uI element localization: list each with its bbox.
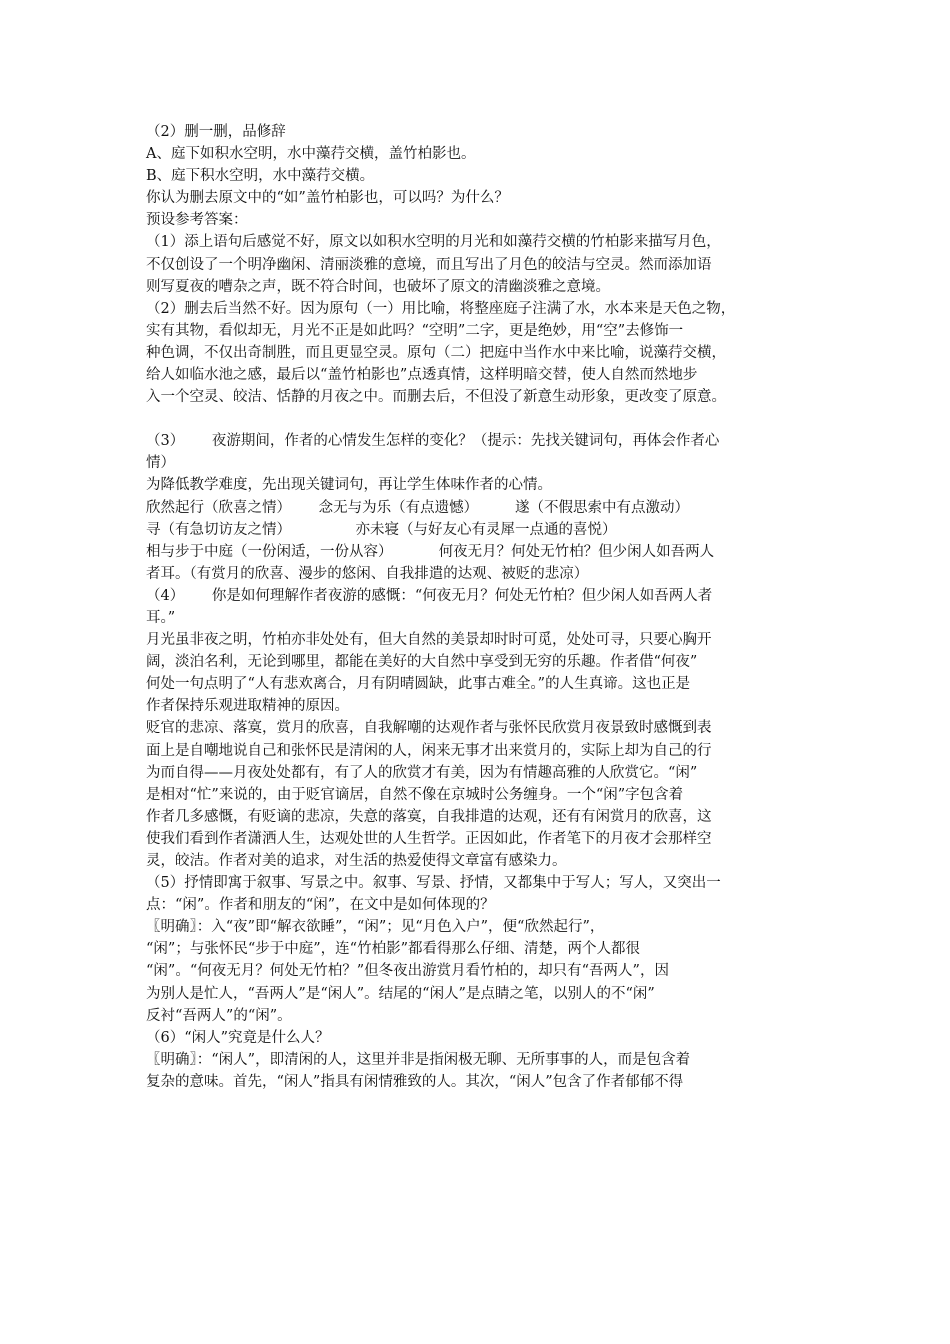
text-line: （2）删去后当然不好。因为原句（一）用比喻，将整座庭子注满了水，水本来是天色之物， [146,300,736,317]
text-line: 使我们看到作者潇洒人生，达观处世的人生哲学。正因如此，作者笔下的月夜才会那样空 [146,830,712,847]
text-line: 欣然起行（欣喜之情） 念无与为乐（有点遗憾） 遂（不假思索中有点激动） [146,499,690,516]
text-line: 何处一句点明了“人有悲欢离合，月有阴晴圆缺，此事古难全。”的人生真谛。这也正是 [146,676,691,693]
text-line: 耳。” [146,609,176,626]
text-line: 相与步于中庭（一份闲适，一份从容） 何夜无月？何处无竹柏？但少闲人如吾两人 [146,543,715,560]
text-line: （5）抒情即寓于叙事、写景之中。叙事、写景、抒情，又都集中于写人；写人，又突出一 [146,875,721,892]
text-line: 点：“闲”。作者和朋友的“闲”，在文中是如何体现的？ [146,897,495,914]
text-line: 你认为删去原文中的“如”盖竹柏影也，可以吗？为什么？ [146,190,509,207]
document-page [146,121,816,1093]
text-line: 者耳。（有赏月的欣喜、漫步的悠闲、自我排遣的达观、被贬的悲凉） [146,565,589,582]
text-line: “闲”。“何夜无月？何处无竹柏？”但冬夜出游赏月看竹柏的，却只有“吾两人”，因 [146,963,669,980]
text-line: 入一个空灵、皎洁、恬静的月夜之中。而删去后，不但没了新意生动形象，更改变了原意。 [146,389,726,406]
text-line: （1）添上语句后感觉不好，原文以如积水空明的月光和如藻荇交横的竹柏影来描写月色， [146,234,721,251]
text-line: 不仅创设了一个明净幽闲、清丽淡雅的意境，而且写出了月色的皎洁与空灵。然而添加语 [146,256,712,273]
text-line: 〖明确〗：入“夜”即“解衣欲睡”，“闲”；见“月色入户”，便“欣然起行”， [146,919,605,936]
text-line: 灵，皎洁。作者对美的追求，对生活的热爱使得文章富有感染力。 [146,853,567,869]
text-line: 〖明确〗：“闲人”，即清闲的人，这里并非是指闲极无聊、无所事事的人，而是包含着 [146,1051,691,1068]
text-line: “闲”；与张怀民“步于中庭”，连“竹柏影”都看得那么仔细、清楚，两个人都很 [146,941,640,958]
text-line: 月光虽非夜之明，竹柏亦非处处有，但大自然的美景却时时可觅，处处可寻，只要心胸开 [146,632,712,649]
text-line: 复杂的意味。首先，“闲人”指具有闲情雅致的人。其次，“闲人”包含了作者郁郁不得 [146,1073,684,1090]
text-line: （4） 你是如何理解作者夜游的感慨：“何夜无月？何处无竹柏？但少闲人如吾两人者 [146,587,713,604]
blank-line [146,408,816,430]
text-line: （6）“闲人”究竟是什么人？ [146,1029,330,1046]
text-line: 则写夏夜的嘈杂之声，既不符合时间，也破坏了原文的清幽淡雅之意境。 [146,278,610,295]
text-line: 寻（有急切访友之情） 亦未寝（与好友心有灵犀一点通的喜悦） [146,521,617,538]
text-line: （3） 夜游期间，作者的心情发生怎样的变化？（提示：先找关键词句，再体会作者心 [146,433,720,450]
text-line: 为而自得——月夜处处都有，有了人的欣赏才有美，因为有情趣高雅的人欣赏它。“闲” [146,764,698,781]
text-line: 是相对“忙”来说的，由于贬官谪居，自然不像在京城时公务缠身。一个“闲”字包含着 [146,786,684,803]
text-line: 为别人是忙人，“吾两人”是“闲人”。结尾的“闲人”是点睛之笔，以别人的不“闲” [146,985,655,1002]
text-line: 贬官的悲凉、落寞，赏月的欣喜，自我解嘲的达观作者与张怀民欣赏月夜景致时感慨到表 [146,720,712,737]
text-line: 种色调，不仅出奇制胜，而且更显空灵。原句（二）把庭中当作水中来比喻，说藻荇交横， [146,344,726,361]
text-line: 作者保持乐观进取精神的原因。 [146,698,349,715]
text-line: 作者几多感慨，有贬谪的悲凉，失意的落寞，自我排遣的达观，还有有闲赏月的欣喜，这 [146,808,712,825]
text-line: 预设参考答案： [146,212,248,229]
text-line: 面上是自嘲地说自己和张怀民是清闲的人，闲来无事才出来赏月的，实际上却为自己的行 [146,742,712,759]
text-line: 实有其物，看似却无，月光不正是如此吗？“空明”二字，更是绝妙，用“空”去修饰一 [146,322,684,339]
text-line: 阔，淡泊名利，无论到哪里，都能在美好的大自然中享受到无穷的乐趣。作者借“何夜” [146,654,698,671]
text-line: 给人如临水池之感，最后以“盖竹柏影也”点透真情，这样明暗交替，使人自然而然地步 [146,367,698,384]
text-line: 情） [146,455,175,472]
text-line: 反衬“吾两人”的“闲”。 [146,1007,292,1024]
text-line: （2）删一删，品修辞 [146,124,286,140]
text-line: 为降低教学难度，先出现关键词句，再让学生体味作者的心情。 [146,477,552,494]
text-line: A、庭下如积水空明，水中藻荇交横，盖竹柏影也。 [146,146,476,163]
text-line: B、庭下积水空明，水中藻荇交横。 [146,168,375,185]
